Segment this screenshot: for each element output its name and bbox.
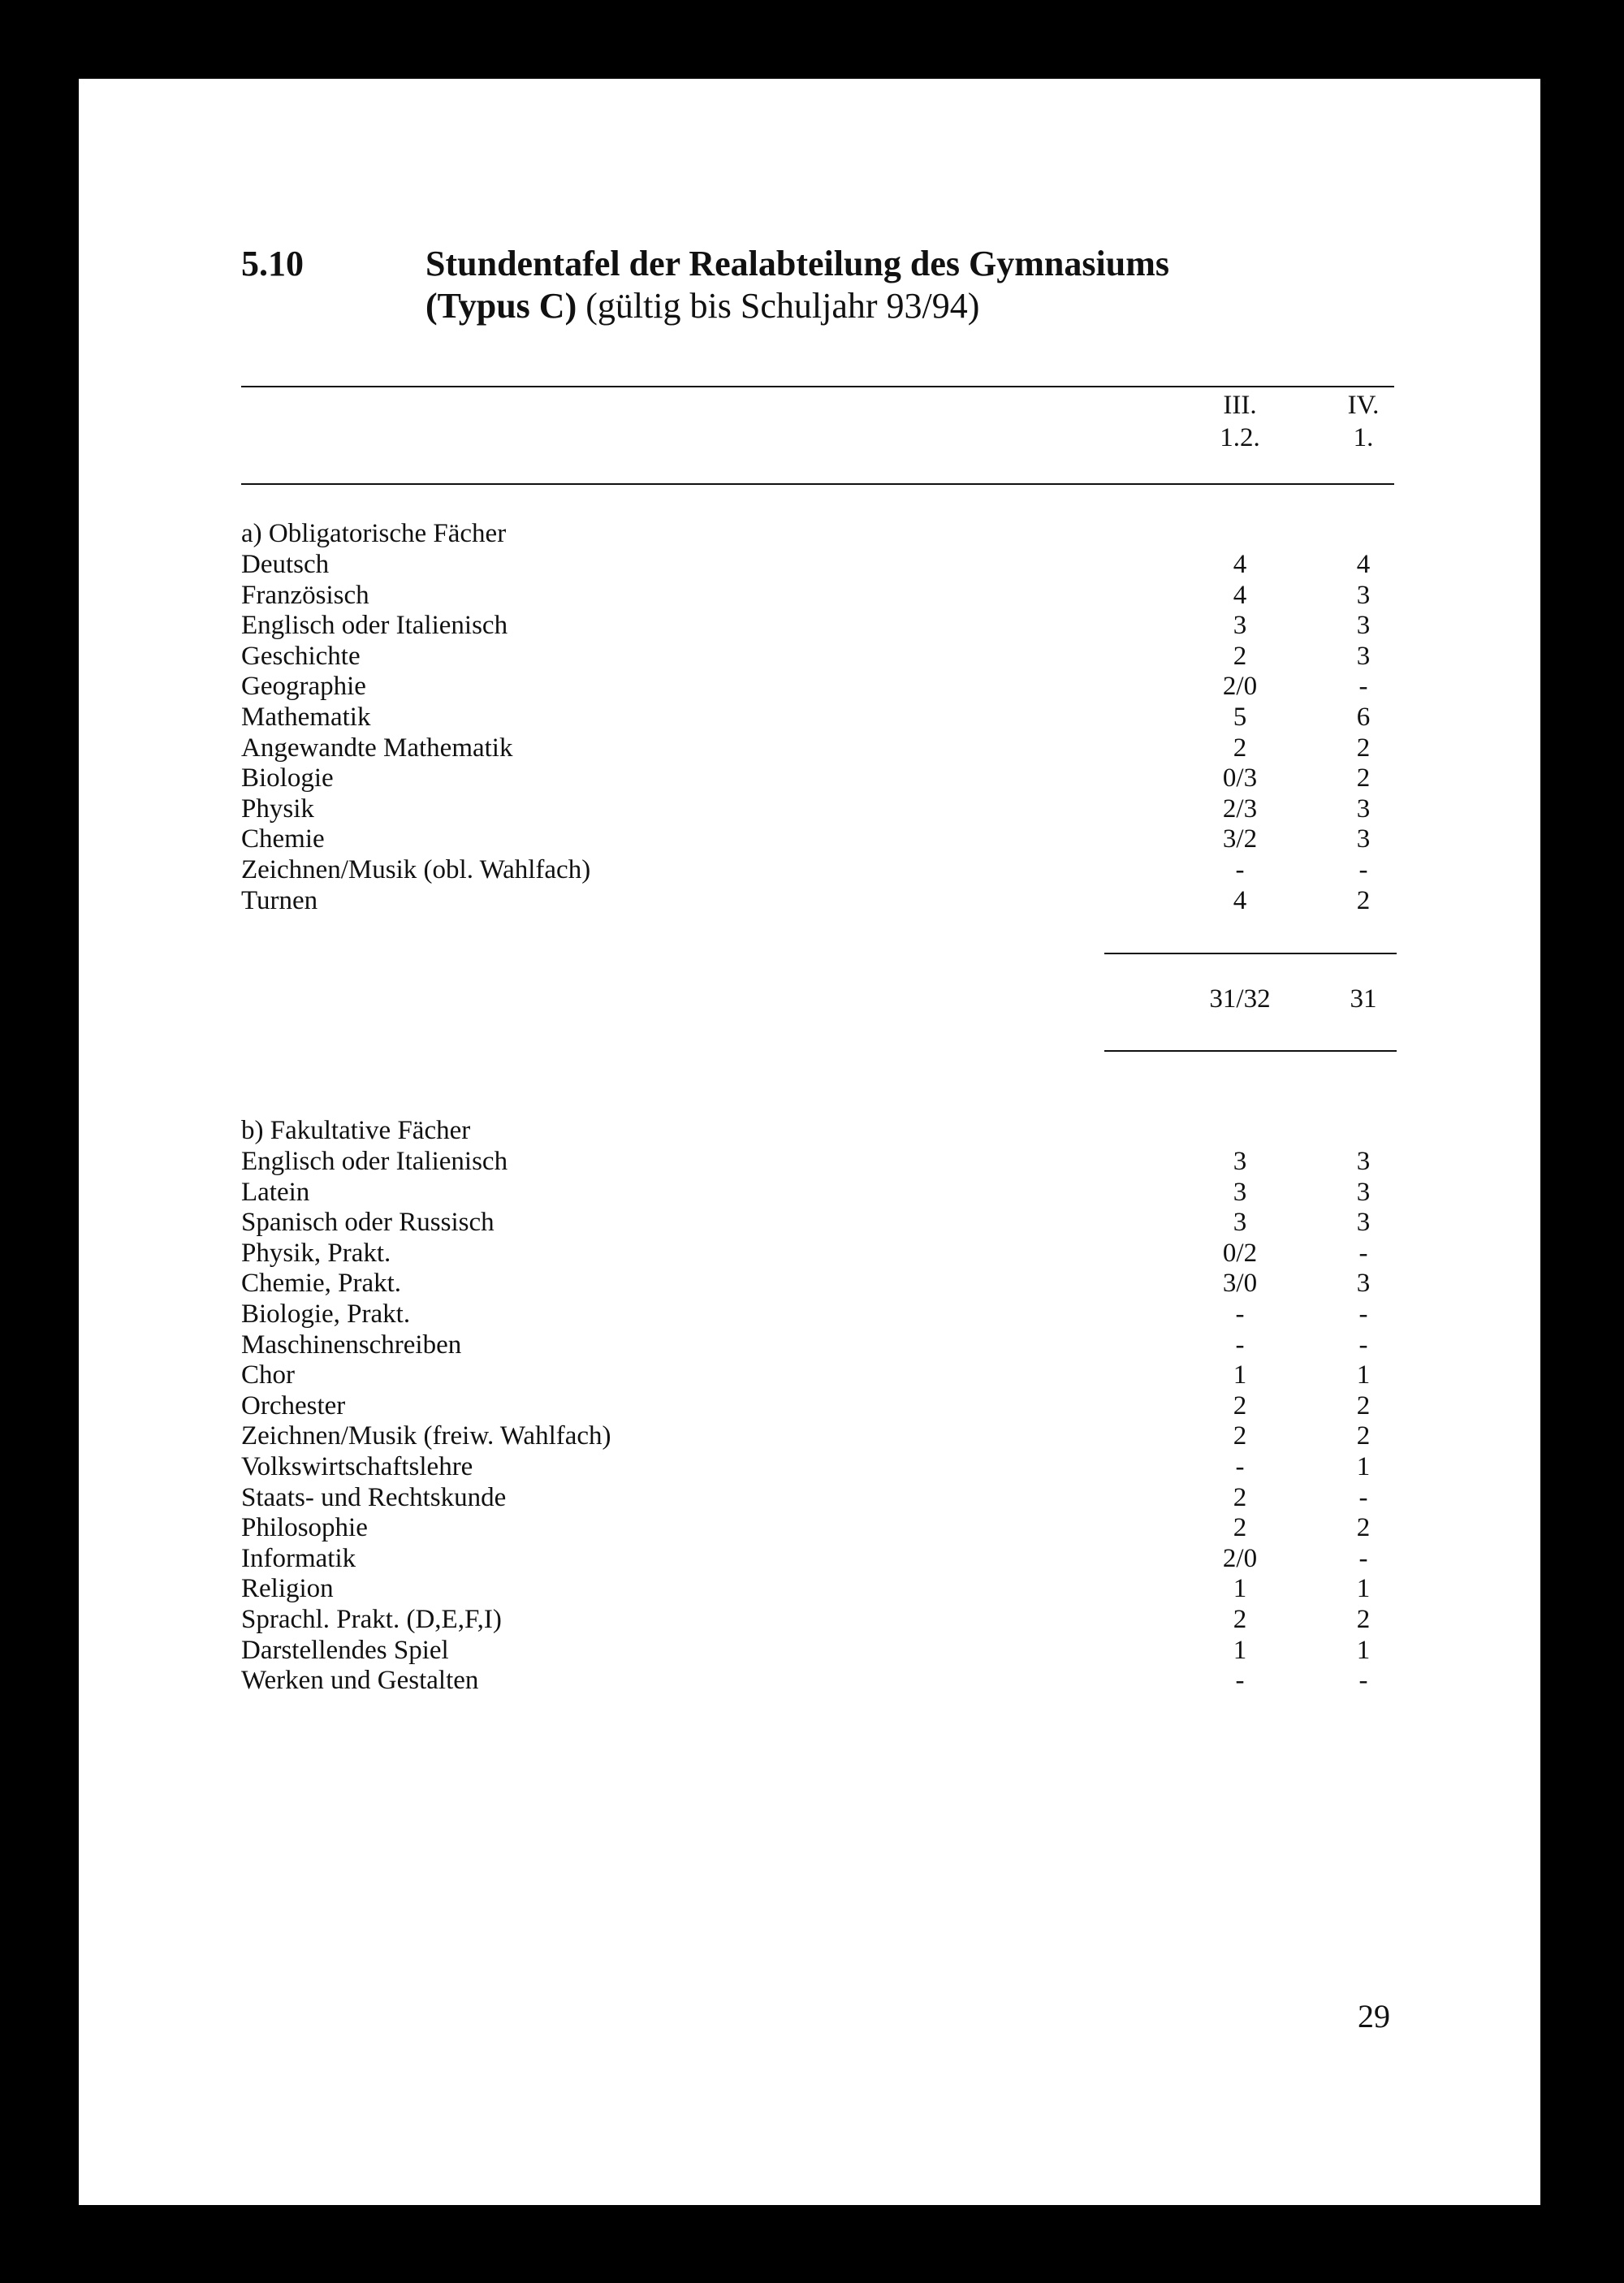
hours-iii: - [1235, 1666, 1245, 1696]
hours-iv: 3 [1356, 611, 1371, 641]
page-subtitle [425, 285, 979, 326]
hours-iv: 4 [1356, 550, 1371, 579]
hours-iii: 3/0 [1222, 1269, 1258, 1299]
hours-iv: 3 [1356, 580, 1371, 610]
column-header-iii-line1: III. [1223, 391, 1257, 420]
hours-iv: 3 [1356, 793, 1371, 824]
hours-iii: 2 [1233, 1482, 1247, 1512]
table-row [241, 793, 1394, 824]
table-row [241, 610, 1394, 641]
subject-label: Biologie [241, 763, 334, 793]
subject-label: Turnen [241, 885, 318, 915]
subject-label: Sprachl. Prakt. (D,E,F,I) [241, 1605, 502, 1634]
table-row [241, 1299, 1394, 1330]
header-bottom-rule [241, 483, 1394, 485]
document-page [79, 79, 1540, 2205]
subtotal-top-rule [1104, 953, 1397, 954]
hours-iv: 1 [1356, 1635, 1371, 1665]
table-row [241, 733, 1394, 763]
subtitle-rest: (gültig bis Schuljahr 93/94) [577, 286, 980, 326]
hours-iii: - [1235, 1299, 1245, 1329]
table-row [241, 702, 1394, 733]
page-title: Stundentafel der Realabteilung des Gymnasiums [425, 244, 1169, 283]
subject-label: Staats- und Rechtskunde [241, 1482, 507, 1512]
subject-label: Chemie, Prakt. [241, 1269, 402, 1299]
subtitle-bold: (Typus C) [425, 286, 577, 326]
hours-iv: 3 [1356, 1208, 1371, 1238]
subject-label: Maschinenschreiben [241, 1330, 462, 1360]
table-row [241, 1635, 1394, 1666]
section-number: 5.10 [241, 244, 304, 283]
hours-iii: 2/3 [1222, 793, 1258, 824]
table-row [241, 885, 1394, 916]
page-number: 29 [1358, 1998, 1390, 2034]
table-row [241, 1146, 1394, 1177]
subject-label: Physik, Prakt. [241, 1238, 391, 1268]
column-header-iii-line2: 1.2. [1220, 423, 1260, 452]
column-header-iv-line2: 1. [1353, 423, 1374, 452]
table-row [241, 1420, 1394, 1451]
subject-label: Französisch [241, 580, 369, 610]
subject-label: Geschichte [241, 641, 361, 671]
hours-iv: 2 [1356, 1513, 1371, 1543]
total-iv: 31 [1350, 984, 1377, 1014]
hours-iv: - [1358, 1666, 1368, 1696]
table-row [241, 1512, 1394, 1543]
subject-label: Darstellendes Spiel [241, 1635, 449, 1665]
hours-iv: 2 [1356, 1605, 1371, 1634]
table-row [241, 763, 1394, 793]
hours-iv: - [1358, 1482, 1368, 1512]
hours-iv: 2 [1356, 885, 1371, 915]
hours-iv: 1 [1356, 1360, 1371, 1390]
table-row [241, 549, 1394, 580]
hours-iii: 2 [1233, 733, 1247, 763]
hours-iii: - [1235, 855, 1245, 884]
table-row [241, 854, 1394, 885]
table-row [241, 1360, 1394, 1390]
table-row [241, 1451, 1394, 1482]
table-row [241, 1177, 1394, 1208]
hours-iii: 1 [1233, 1360, 1247, 1390]
hours-iii: 4 [1233, 885, 1247, 915]
table-row [241, 1604, 1394, 1635]
hours-iv: - [1358, 1238, 1368, 1268]
hours-iv: 6 [1356, 703, 1371, 732]
hours-iii: 2 [1233, 1421, 1247, 1451]
subject-label: Zeichnen/Musik (obl. Wahlfach) [241, 855, 591, 884]
table-row [241, 671, 1394, 702]
obligatory-heading: a) Obligatorische Fächer [241, 519, 507, 548]
hours-iii: 1 [1233, 1574, 1247, 1604]
subject-label: Angewandte Mathematik [241, 733, 513, 763]
hours-iii: - [1235, 1452, 1245, 1481]
subject-label: Philosophie [241, 1513, 368, 1543]
table-row [241, 1330, 1394, 1360]
column-header-iii [1183, 389, 1297, 454]
hours-iv: - [1358, 1299, 1368, 1329]
subject-label: Chor [241, 1360, 295, 1390]
section-heading-obligatory [241, 518, 1394, 549]
hours-iv: - [1358, 855, 1368, 884]
hours-iv: 3 [1356, 641, 1371, 671]
hours-iv: - [1358, 1543, 1368, 1573]
subject-label: Spanisch oder Russisch [241, 1208, 495, 1238]
hours-iii: 1 [1233, 1635, 1247, 1665]
table-row [241, 580, 1394, 611]
subject-label: Orchester [241, 1390, 346, 1420]
table-row [241, 1482, 1394, 1513]
hours-iii: 2 [1233, 1513, 1247, 1543]
subject-label: Biologie, Prakt. [241, 1299, 411, 1329]
hours-iv: 3 [1356, 1269, 1371, 1299]
hours-iii: 2 [1233, 1605, 1247, 1634]
column-header-iv-line1: IV. [1347, 391, 1380, 420]
hours-iii: 3 [1233, 1177, 1247, 1207]
hours-iv: 2 [1356, 1390, 1371, 1420]
subject-label: Englisch oder Italienisch [241, 1147, 508, 1176]
hours-iii: 0/2 [1222, 1238, 1258, 1268]
section-heading-optional [241, 1115, 1394, 1146]
subject-label: Mathematik [241, 703, 371, 732]
hours-iv: 2 [1356, 1421, 1371, 1451]
subject-label: Physik [241, 793, 314, 824]
hours-iv: - [1358, 1330, 1368, 1360]
hours-iii: 3 [1233, 1147, 1247, 1176]
table-row [241, 1207, 1394, 1238]
hours-iv: 3 [1356, 824, 1371, 854]
hours-iv: 3 [1356, 1177, 1371, 1207]
hours-iii: 4 [1233, 550, 1247, 579]
subtotal-bottom-rule [1104, 1050, 1397, 1052]
hours-iv: 2 [1356, 733, 1371, 763]
column-header-iv [1307, 389, 1420, 454]
table-row [241, 1573, 1394, 1604]
hours-iv: 2 [1356, 763, 1371, 793]
table-row [241, 1390, 1394, 1421]
hours-iii: 3 [1233, 611, 1247, 641]
hours-iv: 3 [1356, 1147, 1371, 1176]
hours-iii: 4 [1233, 580, 1247, 610]
hours-iv: - [1358, 672, 1368, 702]
table-row [241, 1268, 1394, 1299]
hours-iii: 3/2 [1222, 824, 1258, 854]
optional-heading: b) Fakultative Fächer [241, 1116, 471, 1145]
hours-iv: 1 [1356, 1452, 1371, 1481]
subject-label: Werken und Gestalten [241, 1666, 479, 1696]
hours-iii: 2 [1233, 641, 1247, 671]
table-row [241, 824, 1394, 854]
subject-label: Chemie [241, 824, 325, 854]
hours-iii: 2 [1233, 1390, 1247, 1420]
hours-iii: 3 [1233, 1208, 1247, 1238]
subject-label: Zeichnen/Musik (freiw. Wahlfach) [241, 1421, 611, 1451]
hours-iii: 5 [1233, 703, 1247, 732]
subject-label: Religion [241, 1574, 334, 1604]
hours-iii: - [1235, 1330, 1245, 1360]
hours-iii: 0/3 [1222, 763, 1258, 793]
hours-iii: 2/0 [1222, 1543, 1258, 1573]
subject-label: Volkswirtschaftslehre [241, 1452, 473, 1481]
table-row [241, 1238, 1394, 1269]
table-row [241, 1543, 1394, 1574]
table-row [241, 1665, 1394, 1696]
hours-iii: 2/0 [1222, 672, 1258, 702]
hours-iv: 1 [1356, 1574, 1371, 1604]
subject-label: Geographie [241, 672, 366, 702]
subject-label: Englisch oder Italienisch [241, 611, 508, 641]
subject-label: Latein [241, 1177, 310, 1207]
table-top-rule [241, 386, 1394, 387]
total-iii: 31/32 [1209, 984, 1271, 1014]
subject-label: Deutsch [241, 550, 330, 579]
table-row [241, 641, 1394, 672]
subject-label: Informatik [241, 1543, 356, 1573]
